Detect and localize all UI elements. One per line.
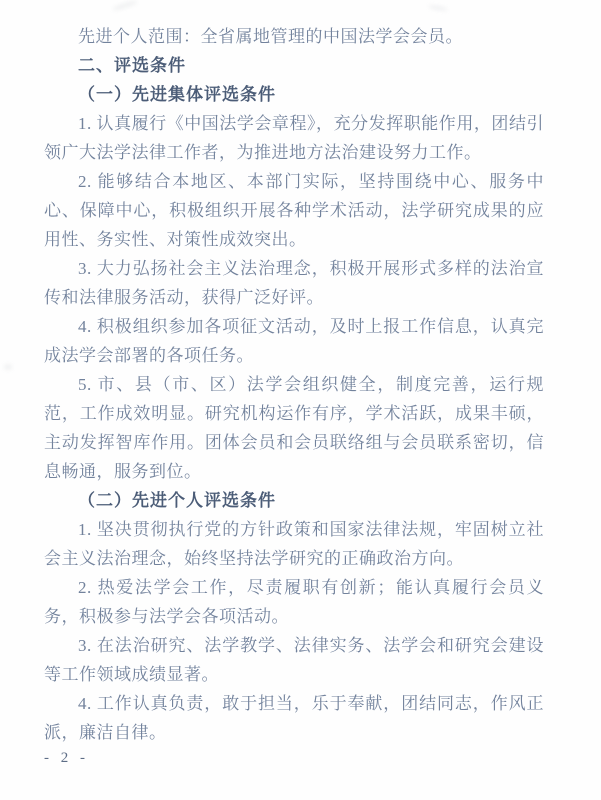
paragraph-collective-item-2: 2. 能够结合本地区、本部门实际，坚持围绕中心、服务中心、保障中心，积极组织开展各种学术活动，法学研究成果的应用性、务实性、对策性成效突出。	[44, 172, 544, 249]
heading-collective-criteria: （一）先进集体评选条件	[78, 85, 276, 104]
document-text-block	[44, 22, 544, 747]
page-number: - 2 -	[44, 750, 89, 766]
paragraph-individual-item-4: 4. 工作认真负责，敢于担当，乐于奉献，团结同志，作风正派，廉洁自律。	[44, 694, 544, 742]
paragraph-collective-item-4: 4. 积极组织参加各项征文活动，及时上报工作信息，认真完成法学会部署的各项任务。	[44, 317, 544, 365]
scan-artifact	[112, 0, 138, 12]
paragraph-collective-item-1: 1. 认真履行《中国法学会章程》，充分发挥职能作用，团结引领广大法学法律工作者，为推进地方法治建设努力工作。	[44, 114, 544, 162]
scan-artifact	[428, 4, 448, 11]
paragraph-individual-item-1: 1. 坚决贯彻执行党的方针政策和国家法律法规，牢固树立社会主义法治理念，始终坚持法学研究的正确政治方向。	[44, 520, 544, 568]
paragraph-individual-item-3: 3. 在法治研究、法学教学、法律实务、法学会和研究会建设等工作领域成绩显著。	[44, 636, 544, 684]
heading-section-criteria: 二、评选条件	[78, 56, 186, 75]
scan-artifact	[4, 364, 12, 370]
paragraph-collective-item-3: 3. 大力弘扬社会主义法治理念，积极开展形式多样的法治宣传和法律服务活动，获得广泛好评。	[44, 259, 544, 307]
paragraph-individual-scope: 先进个人范围：全省属地管理的中国法学会会员。	[78, 27, 463, 46]
paragraph-individual-item-2: 2. 热爱法学会工作，尽责履职有创新；能认真履行会员义务，积极参与法学会各项活动。	[44, 578, 544, 626]
paragraph-collective-item-5: 5. 市、县（市、区）法学会组织健全，制度完善，运行规范，工作成效明显。研究机构运作有序，学术活跃，成果丰硕，主动发挥智库作用。团体会员和会员联络组与会员联系密切，信息畅通，服务到位。	[44, 375, 544, 481]
heading-individual-criteria: （二）先进个人评选条件	[78, 491, 276, 510]
